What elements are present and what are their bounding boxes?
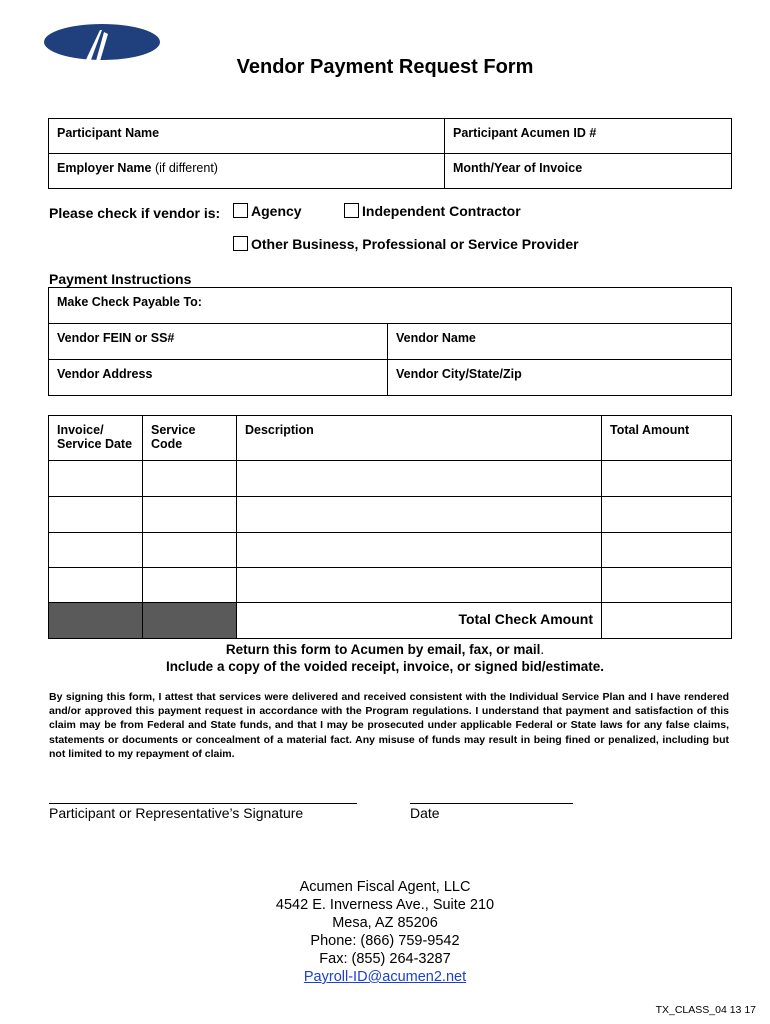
vendor-type-prompt: Please check if vendor is: [49, 205, 221, 221]
vendor-name-field[interactable] [388, 324, 732, 360]
date-cell[interactable] [49, 533, 143, 568]
payable-to-field[interactable] [49, 288, 732, 324]
code-cell[interactable] [143, 497, 237, 533]
vendor-address-field[interactable] [49, 360, 388, 396]
participant-id-label: Participant Acumen ID # [453, 126, 597, 140]
participant-name-label: Participant Name [57, 126, 160, 140]
company-phone: Phone: (866) 759-9542 [310, 933, 460, 949]
invoice-table [48, 415, 732, 639]
amount-cell[interactable] [602, 497, 732, 533]
vendor-address-label: Vendor Address [57, 367, 153, 381]
col-service-code-line1: Service [151, 423, 196, 437]
code-cell[interactable] [143, 568, 237, 603]
return-notice-line1 [0, 642, 770, 657]
return-notice-text: Return this form to Acumen by email, fax, or mail [225, 642, 541, 657]
date-cell[interactable] [49, 497, 143, 533]
payment-info-table [48, 287, 732, 396]
vendor-option-other[interactable] [233, 236, 579, 252]
date-cell[interactable] [49, 461, 143, 497]
description-cell[interactable] [237, 568, 602, 603]
description-cell[interactable] [237, 461, 602, 497]
col-service-code-line2: Code [151, 437, 183, 451]
table-row [49, 533, 732, 568]
col-total-amount: Total Amount [602, 416, 732, 461]
vendor-option-contractor[interactable] [344, 203, 521, 219]
month-year-label: Month/Year of Invoice [453, 161, 583, 175]
email-link[interactable]: Payroll-ID@acumen2.net [303, 969, 467, 985]
participant-name-field[interactable] [49, 119, 445, 154]
date-line[interactable] [410, 803, 573, 804]
employer-name-field[interactable] [49, 154, 445, 189]
company-name: Acumen Fiscal Agent, LLC [299, 879, 471, 895]
agency-checkbox[interactable] [233, 203, 248, 218]
table-row [49, 568, 732, 603]
participant-id-field[interactable] [445, 119, 732, 154]
other-checkbox[interactable] [233, 236, 248, 251]
col-service-code [143, 416, 237, 461]
total-row [49, 603, 732, 639]
contractor-checkbox[interactable] [344, 203, 359, 218]
payment-instructions-heading: Payment Instructions [49, 271, 192, 287]
month-year-field[interactable] [445, 154, 732, 189]
signature-label: Participant or Representative’s Signature [49, 805, 304, 821]
form-code: TX_CLASS_04 13 17 [655, 1004, 756, 1016]
vendor-city-label: Vendor City/State/Zip [396, 367, 522, 381]
table-row [49, 461, 732, 497]
employer-name-label: Employer Name [57, 161, 152, 175]
shaded-cell [143, 603, 237, 639]
contractor-label: Independent Contractor [362, 203, 521, 219]
amount-cell[interactable] [602, 533, 732, 568]
company-city: Mesa, AZ 85206 [332, 915, 438, 931]
vendor-name-label: Vendor Name [396, 331, 476, 345]
amount-cell[interactable] [602, 568, 732, 603]
description-cell[interactable] [237, 533, 602, 568]
agency-label: Agency [251, 203, 302, 219]
total-check-amount-label [237, 603, 602, 639]
code-cell[interactable] [143, 533, 237, 568]
attestation-text: By signing this form, I attest that services were delivered and received consistent with the Individual Service Plan and I have rendered and/or approved this payment request in accordance with the Program regulations. I understand that payment and satisfaction of this claim may be from Federal and State funds, and that I may be prosecuted under applicable Federal or State laws for any false claims, statements or documents or concealment of a material fact. Any misuse of funds may result in being fined or penalized, including but not limited to my repayment of claim. [49, 691, 729, 760]
return-notice-period: . [540, 642, 545, 657]
fein-field[interactable] [49, 324, 388, 360]
total-check-amount-field[interactable] [602, 603, 732, 639]
col-description: Description [237, 416, 602, 461]
company-fax: Fax: (855) 264-3287 [319, 951, 451, 967]
col-service-date-line2: Service Date [57, 437, 133, 451]
shaded-cell [49, 603, 143, 639]
col-service-date [49, 416, 143, 461]
signature-line[interactable] [49, 803, 357, 804]
return-notice-line2: Include a copy of the voided receipt, invoice, or signed bid/estimate. [165, 659, 605, 674]
vendor-option-agency[interactable] [233, 203, 302, 219]
participant-info-table [48, 118, 732, 189]
vendor-city-field[interactable] [388, 360, 732, 396]
email-row [0, 968, 770, 986]
employer-note: (if different) [154, 161, 218, 175]
col-service-date-line1: Invoice/ [57, 423, 104, 437]
table-row [49, 497, 732, 533]
payable-to-label: Make Check Payable To: [57, 295, 202, 309]
description-cell[interactable] [237, 497, 602, 533]
other-label: Other Business, Professional or Service Provider [251, 236, 579, 252]
company-street: 4542 E. Inverness Ave., Suite 210 [275, 897, 495, 913]
total-label-text: Total Check Amount [458, 611, 593, 627]
amount-cell[interactable] [602, 461, 732, 497]
fein-label: Vendor FEIN or SS# [57, 331, 175, 345]
date-label: Date [410, 805, 440, 821]
date-cell[interactable] [49, 568, 143, 603]
code-cell[interactable] [143, 461, 237, 497]
form-title: Vendor Payment Request Form [236, 56, 534, 78]
